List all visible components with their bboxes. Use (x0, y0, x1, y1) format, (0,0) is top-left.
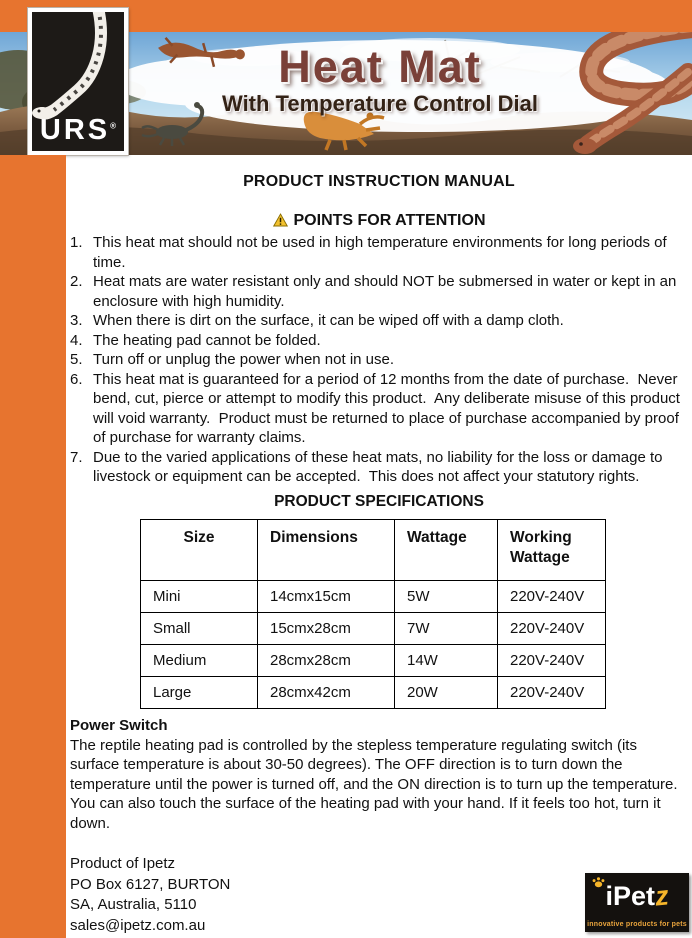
header-banner (0, 0, 692, 155)
column-header-dimensions: Dimensions (258, 520, 395, 581)
product-title: Heat Mat (278, 41, 482, 92)
manual-content (66, 155, 692, 938)
list-item (70, 331, 684, 351)
contact-line-email: sales@ipetz.com.au (70, 916, 206, 934)
ipetz-brand-text: iPetz (605, 880, 671, 912)
cell-wattage: 20W (395, 677, 498, 709)
cell-size: Large (141, 677, 258, 709)
cell-size: Mini (141, 581, 258, 613)
list-item-text: Due to the varied applications of these heat mats, no liability for the loss or damage to livestock or equipment can be accepted. This does not affect your statutory rights. (93, 448, 667, 485)
list-item (70, 370, 684, 448)
table-row (141, 581, 606, 613)
cell-size: Small (141, 613, 258, 645)
attention-heading-text: POINTS FOR ATTENTION (293, 211, 486, 229)
table-header-row (141, 520, 606, 581)
specifications-table (140, 519, 606, 709)
ipetz-logo (585, 873, 689, 932)
cell-dimensions: 15cmx28cm (258, 613, 395, 645)
power-switch-heading: Power Switch (70, 717, 168, 734)
column-header-wattage: Wattage (395, 520, 498, 581)
column-header-working-wattage: Working Wattage (498, 520, 606, 581)
left-accent-strip (0, 155, 66, 938)
list-item (70, 311, 684, 331)
power-switch-body: The reptile heating pad is controlled by the stepless temperature regulating switch (its surface temperature is about 30-50 degrees). The OFF direction is to turn down the temperature until the power is turned off, and the ON direction is to turn up the temperature. You can also touch the surface of the heating pad with your hand. If it feels too hot, turn it down. (70, 736, 682, 832)
list-item-text: When there is dirt on the surface, it can be wiped off with a damp cloth. (93, 312, 564, 329)
list-item-number: 5. (70, 351, 83, 368)
cell-working-wattage: 220V-240V (498, 581, 606, 613)
cell-dimensions: 28cmx28cm (258, 645, 395, 677)
specifications-heading: PRODUCT SPECIFICATIONS (274, 492, 484, 510)
cell-working-wattage: 220V-240V (498, 645, 606, 677)
contact-line-producer: Product of Ipetz (70, 855, 176, 872)
list-item-number: 1. (70, 234, 83, 251)
cell-wattage: 14W (395, 645, 498, 677)
cell-wattage: 5W (395, 581, 498, 613)
list-item (70, 350, 684, 370)
list-item (70, 233, 684, 272)
attention-heading (66, 211, 692, 231)
column-header-size: Size (141, 520, 258, 581)
list-item-number: 2. (70, 273, 83, 290)
registered-mark: ® (110, 121, 117, 131)
table-row (141, 613, 606, 645)
list-item (70, 448, 684, 487)
product-subtitle: With Temperature Control Dial (222, 91, 538, 116)
contact-line-pobox: PO Box 6127, BURTON (70, 875, 231, 893)
list-item-text: This heat mat is guaranteed for a period of 12 months from the date of purchase. Never bend, cut, pierce or attempt to modify this product. Any deliberate misuse of this product will void warranty. Product must be returned to place of purchase accompanied by proof of purchase for warranty claims. (93, 370, 685, 446)
power-switch-section (66, 716, 692, 833)
table-row (141, 677, 606, 709)
ipetz-tagline: innovative products for pets (587, 921, 687, 928)
cell-working-wattage: 220V-240V (498, 677, 606, 709)
table-row (141, 645, 606, 677)
document-title: PRODUCT INSTRUCTION MANUAL (243, 173, 515, 190)
warning-icon (273, 213, 288, 227)
list-item-number: 4. (70, 331, 83, 349)
list-item-number: 6. (70, 370, 83, 388)
cell-wattage: 7W (395, 613, 498, 645)
list-item-text: The heating pad cannot be folded. (93, 331, 321, 349)
cell-dimensions: 28cmx42cm (258, 677, 395, 709)
cell-working-wattage: 220V-240V (498, 613, 606, 645)
urs-brand-text: URS® (39, 114, 117, 146)
list-item-number: 7. (70, 448, 83, 466)
urs-logo (28, 8, 128, 155)
contact-line-state: SA, Australia, 5110 (70, 896, 197, 913)
cell-dimensions: 14cmx15cm (258, 581, 395, 613)
attention-points-list (66, 233, 692, 487)
list-item (70, 272, 684, 311)
list-item-text: This heat mat should not be used in high temperature environments for long periods of time. (93, 234, 671, 271)
ipetz-z-glyph: z (653, 880, 671, 912)
list-item-number: 3. (70, 312, 83, 329)
list-item-text: Heat mats are water resistant only and should NOT be submersed in water or kept in an enclosure with high humidity. (93, 273, 681, 310)
list-item-text: Turn off or unplug the power when not in use. (93, 351, 395, 368)
cell-size: Medium (141, 645, 258, 677)
